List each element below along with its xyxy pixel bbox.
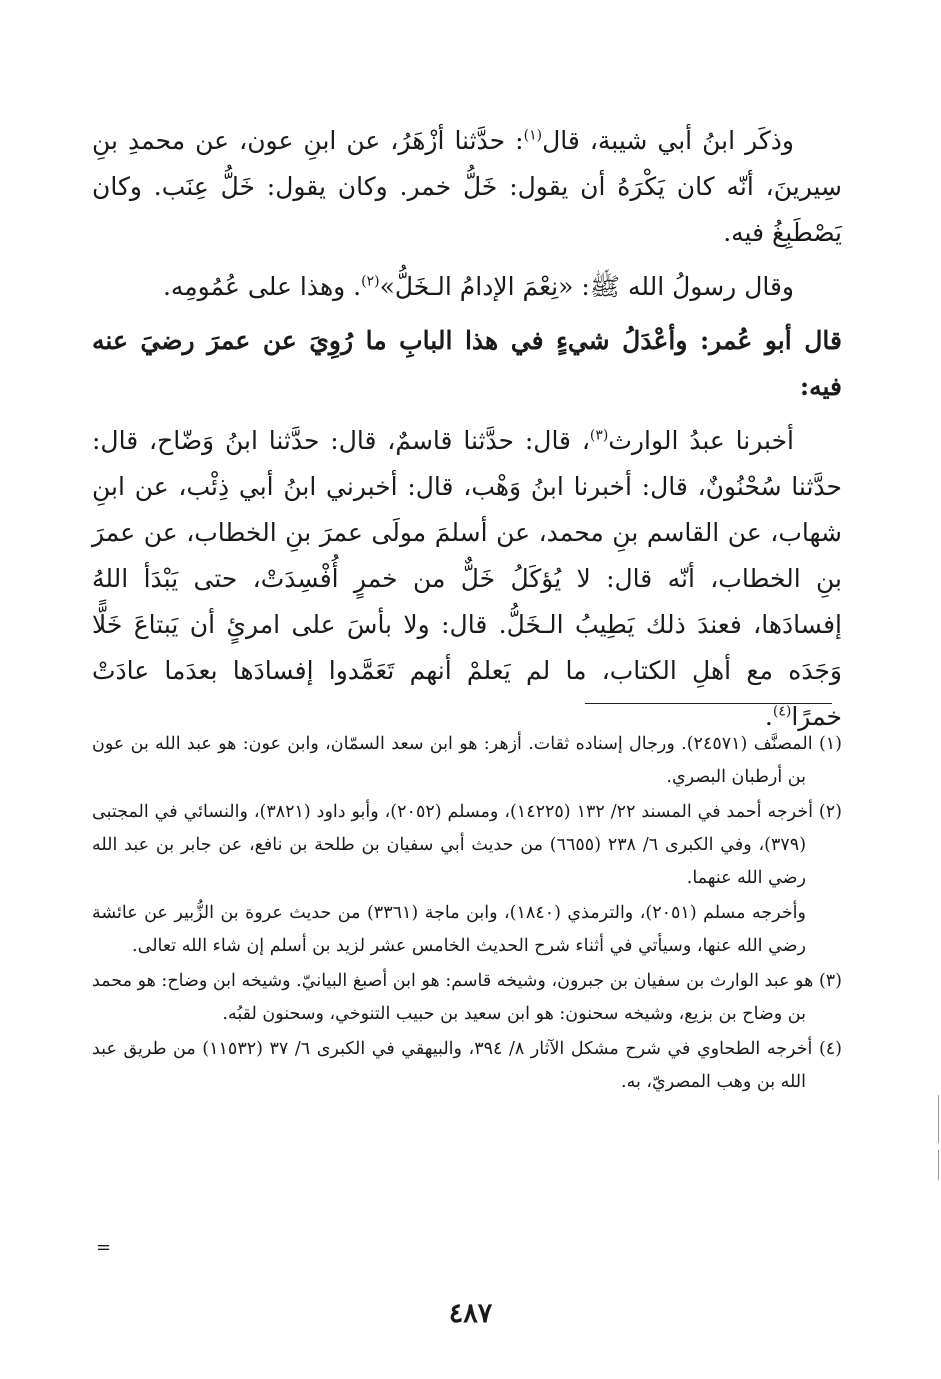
- footnote-number: (٤): [818, 1039, 842, 1059]
- paragraph-1: [92, 118, 842, 256]
- footnote-text: المصنَّف (٢٤٥٧١). ورجال إسناده ثقات. أزهر: هو ابن سعد السمّان، وابن عون: هو عبد الله بن عون بن أرطبان البصري.: [92, 734, 813, 787]
- page-edge-mark: [938, 1150, 939, 1180]
- footnote-ref-2[interactable]: (٢): [361, 273, 380, 290]
- p1-text-start: وذكَر ابنُ أبي شيبة، قال: [542, 126, 794, 155]
- p2-text-end: . وهذا على عُمُومِه.: [162, 272, 362, 301]
- continuation-mark: =: [96, 1237, 112, 1258]
- footnote-ref-1[interactable]: (١): [523, 127, 543, 144]
- footnote-text: وأخرجه مسلم (٢٠٥١)، والترمذي (١٨٤٠)، وابن ماجة (٣٣٦١) من حديث عروة بن الزُّبير عن عائشة رضي الله عنها، وسيأتي في أثناء شرح الحديث الخامس عشر لزيد بن أسلم إن شاء الله تعالى.: [92, 903, 806, 956]
- page-edge-mark: [938, 1095, 939, 1143]
- p4-text-start: أخبرنا عبدُ الوارث: [608, 426, 794, 455]
- p4-text-middle: ، قال: حدَّثنا قاسمٌ، قال: حدَّثنا ابنُ وَضّاح، قال: حدَّثنا سُحْنُونٌ، قال: أخبرنا ابنُ وَهْب، قال: أخبرني ابنُ أبي ذِئْب، عن ابنِ شهاب، عن القاسم بنِ محمد، عن أسلمَ مولَى عمرَ بنِ الخطاب، عن عمرَ بنِ الخطاب، أنّه قال: لا يُؤكَلُ خَلٌّ من خمرٍ أُفْسِدَتْ، حتى يَبْدَأ اللهُ إفسادَها، فعندَ ذلك يَطِيبُ الـخَلُّ. قال: ولا بأسَ على امرئٍ أن يَبتاعَ خَلًّا وَجَدَه مع أهلِ الكتاب، ما لم يَعلمْ أنهم تَعَمَّدوا إفسادَها بعدَما عادَتْ خمرًا: [92, 426, 842, 731]
- footnote-text: أخرجه الطحاوي في شرح مشكل الآثار ٨/ ٣٩٤، والبيهقي في الكبرى ٦/ ٣٧ (١١٥٣٢) من طريق عبد الله بن وهب المصريّ، به.: [92, 1039, 813, 1092]
- main-text: [92, 118, 842, 740]
- footnote-text: أخرجه أحمد في المسند ٢٢/ ١٣٢ (١٤٢٢٥)، ومسلم (٢٠٥٢)، وأبو داود (٣٨٢١)، والنسائي في المجتبى (٣٧٩)، وفي الكبرى ٦/ ٢٣٨ (٦٦٥٥) من حديث أبي سفيان بن طلحة بن نافع، عن جابر بن عبد الله رضي الله عنهما.: [92, 802, 813, 888]
- footnote-ref-3[interactable]: (٣): [589, 427, 609, 444]
- footnote-2: [92, 796, 842, 895]
- footnote-divider: [585, 703, 832, 704]
- footnote-text: هو عبد الوارث بن سفيان بن جبرون، وشيخه قاسم: هو ابن أصبغ البيانيّ. وشيخه ابن وضاح: هو محمد بن وضاح بن بزيع، وشيخه سحنون: هو ابن سعيد بن حبيب التنوخي، وسحنون لقبُه.: [92, 971, 814, 1024]
- page-number: ٤٨٧: [448, 1298, 493, 1329]
- p2-text-start: وقال رسولُ الله ﷺ: «نِعْمَ الإدامُ الـخَلُّ»: [379, 272, 794, 301]
- footnote-4: [92, 1033, 842, 1099]
- footnote-number: (٢): [818, 802, 842, 822]
- paragraph-4: [92, 418, 842, 740]
- footnote-ref-4[interactable]: (٤): [772, 703, 792, 720]
- p1-text-end: : حدَّثنا أزْهَرُ، عن ابنِ عون، عن محمدِ بنِ سِيرينَ، أنّه كان يَكْرَهُ أن يقول: خَلُّ خمر. وكان يقول: خَلُّ عِنَب. وكان يَصْطَبِغُ فيه.: [92, 126, 842, 247]
- footnote-2-continuation: [92, 897, 842, 963]
- footnote-3: [92, 965, 842, 1031]
- footnote-number: (٣): [818, 971, 842, 991]
- footnote-1: [92, 728, 842, 794]
- footnote-number: (١): [818, 734, 842, 754]
- paragraph-2: [92, 264, 842, 310]
- p4-text-end: .: [764, 702, 773, 731]
- paragraph-3: قال أبو عُمر: وأعْدَلُ شيءٍ في هذا البابِ ما رُوِيَ عن عمرَ رضيَ عنه فيه:: [92, 326, 842, 401]
- footnotes-section: [92, 728, 842, 1101]
